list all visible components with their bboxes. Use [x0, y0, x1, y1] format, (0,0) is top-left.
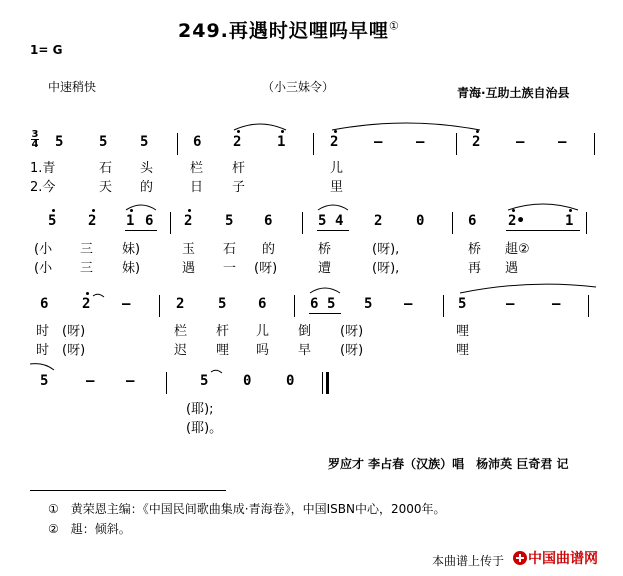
note: 6 — [193, 134, 202, 150]
footnote-2: ② 趄：倾斜。 — [48, 522, 131, 536]
lyric: (呀) — [254, 261, 278, 276]
lyric: 哩 — [456, 343, 470, 358]
barline — [177, 133, 178, 155]
underline — [125, 230, 157, 231]
credits: 罗应才 李占春（汉族）唱 杨沛英 巨奇君 记 — [328, 457, 569, 471]
tie — [458, 281, 598, 295]
barline — [313, 133, 314, 155]
barline — [594, 133, 595, 155]
barline — [452, 212, 453, 234]
barline — [586, 212, 587, 234]
note: 4 — [335, 213, 344, 229]
song-title: 249.再遇时迟哩吗早哩① — [178, 19, 400, 42]
lyric: 儿 — [256, 324, 270, 339]
dash: — — [126, 373, 135, 389]
note: 1 — [126, 213, 135, 229]
lyric: (耶)。 — [186, 421, 223, 436]
time-signature: 3 4 — [31, 129, 39, 150]
dash: — — [506, 296, 515, 312]
slur — [308, 283, 342, 295]
note: 2• — [508, 213, 525, 229]
genre-label: （小三妹令） — [262, 80, 335, 94]
note: 5 — [318, 213, 327, 229]
lyric: 时 — [36, 324, 50, 339]
lyric: 石 — [223, 242, 237, 257]
tie-continuation — [30, 360, 56, 372]
lyric: 时 — [36, 343, 50, 358]
note: 1 — [565, 213, 574, 229]
footnote-1: ① 黄荣恩主编：《中国民间歌曲集成·青海卷》，中国ISBN中心，2000年。 — [48, 502, 446, 516]
lyric: 遇 — [505, 261, 519, 276]
octave-dot — [92, 209, 95, 212]
lyric: 再 — [468, 261, 482, 276]
lyric: 1.青 — [30, 161, 56, 176]
note: 5 — [200, 373, 209, 389]
lyric: 遭 — [318, 261, 332, 276]
octave-dot — [52, 209, 55, 212]
slur — [506, 198, 580, 212]
barline — [456, 133, 457, 155]
dash: — — [416, 134, 425, 150]
lyric: 栏 — [190, 161, 204, 176]
lyric: 一 — [223, 261, 237, 276]
lyric: 的 — [262, 242, 276, 257]
glide-mark — [92, 292, 106, 300]
lyric: 哩 — [216, 343, 230, 358]
lyric: (呀), — [372, 261, 400, 276]
lyric: 日 — [190, 180, 204, 195]
lyric: 吗 — [256, 343, 270, 358]
lyric: 里 — [330, 180, 344, 195]
note: 5 — [140, 134, 149, 150]
footnote-divider — [30, 490, 226, 491]
lyric: 早 — [298, 343, 312, 358]
note: 1 — [277, 134, 286, 150]
underline — [309, 313, 341, 314]
note: 0 — [286, 373, 295, 389]
brand-name: 中国曲谱网 — [528, 551, 598, 567]
final-barline-thick — [326, 372, 329, 394]
lyric: 杆 — [232, 161, 246, 176]
lyric: 三 — [80, 242, 94, 257]
note: 6 — [145, 213, 154, 229]
dash: — — [404, 296, 413, 312]
note: 6 — [40, 296, 49, 312]
lyric: (小 — [34, 242, 53, 257]
octave-dot — [476, 130, 479, 133]
lyric: 遇 — [182, 261, 196, 276]
underline — [506, 230, 580, 231]
note: 5 — [218, 296, 227, 312]
lyric: (耶); — [186, 402, 214, 417]
lyric: 倒 — [298, 324, 312, 339]
lyric: (呀) — [62, 343, 86, 358]
note: 2 — [82, 296, 91, 312]
note: 6 — [310, 296, 319, 312]
slur — [124, 200, 158, 212]
lyric: 哩 — [456, 324, 470, 339]
brand-icon — [512, 550, 528, 566]
note: 2 — [176, 296, 185, 312]
note: 2 — [374, 213, 383, 229]
barline — [302, 212, 303, 234]
tie — [330, 118, 482, 132]
barline — [588, 295, 589, 317]
dash: — — [122, 296, 131, 312]
note: 5 — [99, 134, 108, 150]
note: 5 — [458, 296, 467, 312]
lyric: 杆 — [216, 324, 230, 339]
octave-dot — [188, 209, 191, 212]
note: 5 — [327, 296, 336, 312]
note: 2 — [472, 134, 481, 150]
barline — [443, 295, 444, 317]
barline — [294, 295, 295, 317]
upload-note: 本曲谱上传于 — [432, 554, 505, 568]
barline — [166, 372, 167, 394]
key-signature: 1= G — [30, 43, 63, 57]
note: 5 — [40, 373, 49, 389]
lyric: 妹) — [122, 242, 141, 257]
dash: — — [558, 134, 567, 150]
lyric: 迟 — [174, 343, 188, 358]
lyric: 三 — [80, 261, 94, 276]
lyric: 2.今 — [30, 180, 56, 195]
brand-logo[interactable] — [512, 548, 598, 568]
note: 0 — [416, 213, 425, 229]
region-label: 青海·互助土族自治县 — [457, 86, 570, 100]
barline — [170, 212, 171, 234]
note: 6 — [258, 296, 267, 312]
lyric: 石 — [99, 161, 113, 176]
lyric: 头 — [140, 161, 154, 176]
lyric: 妹) — [122, 261, 141, 276]
lyric: (呀), — [372, 242, 400, 257]
lyric: 天 — [99, 180, 113, 195]
note: 5 — [55, 134, 64, 150]
lyric: 桥 — [318, 242, 332, 257]
tempo-marking: 中速稍快 — [48, 80, 97, 94]
octave-dot — [86, 292, 89, 295]
lyric: 桥 — [468, 242, 482, 257]
lyric: (呀) — [340, 324, 364, 339]
note: 5 — [225, 213, 234, 229]
lyric: (小 — [34, 261, 53, 276]
lyric: (呀) — [62, 324, 86, 339]
barline — [159, 295, 160, 317]
note: 2 — [233, 134, 242, 150]
note: 6 — [264, 213, 273, 229]
lyric: 趄② — [505, 242, 530, 257]
glide-mark — [210, 368, 224, 376]
dash: — — [552, 296, 561, 312]
slur — [232, 118, 288, 132]
slur — [316, 200, 350, 212]
note: 6 — [468, 213, 477, 229]
lyric: (呀) — [340, 343, 364, 358]
note: 2 — [330, 134, 339, 150]
underline — [317, 230, 349, 231]
dash: — — [86, 373, 95, 389]
note: 0 — [243, 373, 252, 389]
lyric: 儿 — [330, 161, 344, 176]
note: 2 — [88, 213, 97, 229]
lyric: 的 — [140, 180, 154, 195]
lyric: 栏 — [174, 324, 188, 339]
note: 5 — [48, 213, 57, 229]
note: 5 — [364, 296, 373, 312]
final-barline-thin — [322, 372, 323, 394]
lyric: 子 — [232, 180, 246, 195]
dash: — — [516, 134, 525, 150]
note: 2 — [184, 213, 193, 229]
dash: — — [374, 134, 383, 150]
lyric: 玉 — [182, 242, 196, 257]
